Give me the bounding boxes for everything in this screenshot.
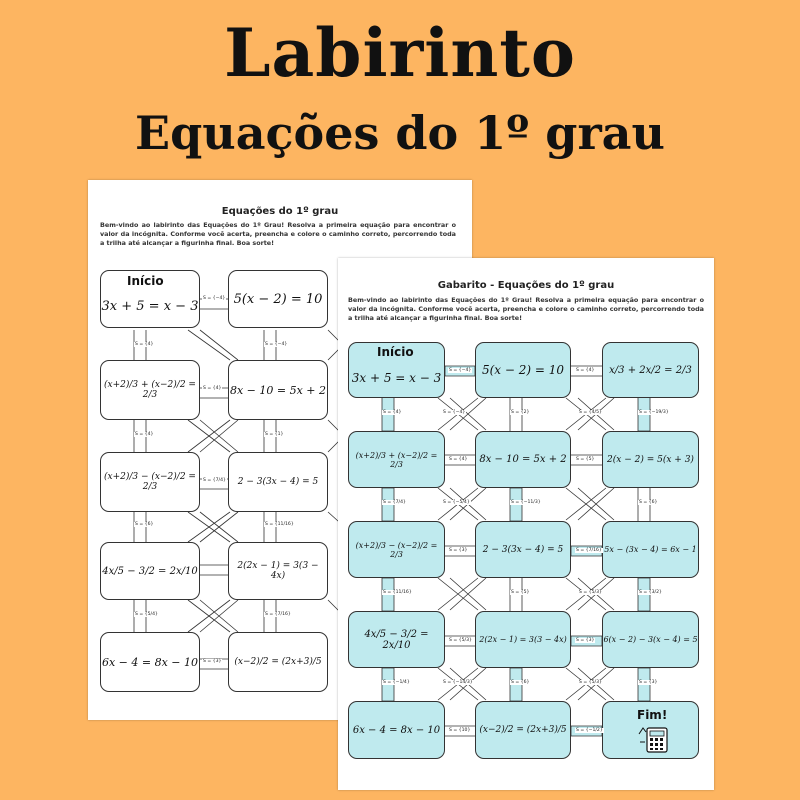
solution-label: S = {3} <box>639 680 658 685</box>
maze-cell-start[interactable] <box>100 270 200 328</box>
solution-label: S = {−4} <box>449 368 472 373</box>
maze-cell[interactable] <box>348 431 445 488</box>
start-label: Início <box>377 345 414 359</box>
equation: 8x − 10 = 5x + 2 <box>479 454 567 465</box>
solution-label: S = {−4} <box>443 410 466 415</box>
solution-label: S = {2} <box>511 410 530 415</box>
maze-cell[interactable] <box>475 611 571 668</box>
maze-cell[interactable] <box>228 360 328 420</box>
sheet-title: Equações do 1º grau <box>221 206 339 217</box>
maze-cell[interactable] <box>100 360 200 420</box>
maze-cell[interactable] <box>100 542 200 600</box>
solution-label: S = {−1/2} <box>576 728 603 733</box>
maze-cell[interactable] <box>228 270 328 328</box>
equation: (x+2)/3 + (x−2)/2 = 2/3 <box>355 450 438 469</box>
solution-label: S = {−14/3} <box>443 680 473 685</box>
maze-cell[interactable] <box>100 452 200 512</box>
solution-label: S = {7/16} <box>576 548 602 553</box>
equation: 3x + 5 = x − 3 <box>101 298 199 314</box>
solution-label: S = {−1/4} <box>383 680 410 685</box>
solution-label: S = {4} <box>576 368 595 373</box>
maze-cell[interactable] <box>228 452 328 512</box>
equation: 6x − 4 = 8x − 10 <box>101 655 199 669</box>
maze-cell[interactable] <box>602 521 699 578</box>
equation: x/3 + 2x/2 = 2/3 <box>609 364 692 376</box>
maze-cell[interactable] <box>475 431 571 488</box>
solution-label: S = {5} <box>576 457 595 462</box>
equation: 2(x − 2) = 5(x + 3) <box>607 454 694 465</box>
equation: 6(x − 2) − 3(x − 4) = 5 <box>603 635 698 644</box>
equation: (x+2)/3 + (x−2)/2 = 2/3 <box>104 380 196 400</box>
solution-label: S = {3/2} <box>639 590 662 595</box>
maze-cell[interactable] <box>348 611 445 668</box>
solution-label: S = {5/3} <box>449 638 472 643</box>
maze-cell-end[interactable] <box>602 701 699 759</box>
maze-cell[interactable] <box>602 431 699 488</box>
solution-label: S = {7/16} <box>265 612 291 617</box>
solution-label: S = {5/3} <box>579 680 602 685</box>
solution-label: S = {−5/4} <box>443 500 470 505</box>
main-title: Labirinto <box>224 14 576 92</box>
solution-label: S = {6} <box>135 522 154 527</box>
equation: 2 − 3(3x − 4) = 5 <box>237 477 319 487</box>
solution-label: S = {6} <box>511 680 530 685</box>
calculator-icon <box>637 724 671 754</box>
solution-label: S = {4} <box>135 342 154 347</box>
solution-label: S = {4/5} <box>579 410 602 415</box>
equation: 2(2x − 1) = 3(3 − 4x) <box>237 561 319 581</box>
solution-label: S = {11/16} <box>265 522 294 527</box>
solution-label: S = {5/3} <box>579 590 602 595</box>
solution-label: S = {5} <box>511 590 530 595</box>
equation: (x+2)/3 − (x−2)/2 = 2/3 <box>104 472 196 492</box>
solution-label: S = {11/16} <box>383 590 412 595</box>
start-label: Início <box>127 274 164 288</box>
maze-cell[interactable] <box>475 701 571 759</box>
maze-cell[interactable] <box>100 632 200 692</box>
solution-label: S = {4} <box>203 386 222 391</box>
solution-label: S = {−4} <box>265 342 288 347</box>
sheet-intro: Bem-vindo ao labirinto das Equações do 1º Grau! Resolva a primeira equação para encontrar o valor da incógnita. Conforme você acerta, preencha e colore o caminho correto, percorrendo toda a trilha até alcançar a figurinha final. Boa sorte! <box>348 296 704 322</box>
equation: 2(2x − 1) = 3(3 − 4x) <box>479 635 567 644</box>
solution-label: S = {7/4} <box>383 500 406 505</box>
maze-cell[interactable] <box>475 342 571 398</box>
equation: 2 − 3(3x − 4) = 5 <box>482 544 564 555</box>
maze-cell[interactable] <box>348 521 445 578</box>
equation: 8x − 10 = 5x + 2 <box>229 383 327 397</box>
equation: 4x/5 − 3/2 = 2x/10 <box>364 628 429 651</box>
solution-label: S = {6} <box>639 500 658 505</box>
solution-label: S = {10} <box>449 728 471 733</box>
equation: (x−2)/2 = (2x+3)/5 <box>479 725 567 735</box>
solution-label: S = {3} <box>449 548 468 553</box>
solution-label: S = {−11/3} <box>511 500 541 505</box>
maze-cell[interactable] <box>228 632 328 692</box>
equation: 5(x − 2) = 10 <box>233 291 323 307</box>
equation: 6x − 4 = 8x − 10 <box>352 724 441 736</box>
solution-label: S = {4} <box>383 410 402 415</box>
equation: 4x/5 − 3/2 = 2x/10 <box>102 565 198 577</box>
maze-cell-start[interactable] <box>348 342 445 398</box>
main-subtitle: Equações do 1º grau <box>135 106 665 160</box>
equation: 3x + 5 = x − 3 <box>351 371 442 385</box>
solution-label: S = {4} <box>135 432 154 437</box>
equation: 5x − (3x − 4) = 6x − 1 <box>604 545 697 554</box>
maze-cell[interactable] <box>475 521 571 578</box>
sheet-title: Gabarito - Equações do 1º grau <box>437 280 615 291</box>
maze-cell[interactable] <box>348 701 445 759</box>
solution-label: S = {−19/3} <box>639 410 669 415</box>
end-label: Fim! <box>637 708 668 722</box>
equation: 5(x − 2) = 10 <box>481 363 565 377</box>
solution-label: S = {5/4} <box>135 612 158 617</box>
maze-cell[interactable] <box>602 611 699 668</box>
equation: (x−2)/2 = (2x+3)/5 <box>234 657 322 667</box>
equation: (x+2)/3 − (x−2)/2 = 2/3 <box>355 540 438 559</box>
maze-cell[interactable] <box>228 542 328 600</box>
solution-label: S = {3} <box>576 638 595 643</box>
maze-cell[interactable] <box>602 342 699 398</box>
sheet-intro: Bem-vindo ao labirinto das Equações do 1º Grau! Resolva a primeira equação para encontrar o valor da incógnita. Conforme você acerta, preencha e colore o caminho correto, percorrendo toda a trilha até alcançar a figurinha final. Boa sorte! <box>100 221 456 247</box>
answer-key-sheet <box>338 258 714 790</box>
solution-label: S = {4} <box>449 457 468 462</box>
solution-label: S = {−4} <box>203 296 226 301</box>
solution-label: S = {1} <box>265 432 284 437</box>
solution-label: S = {3} <box>203 659 222 664</box>
solution-label: S = {7/4} <box>203 478 226 483</box>
